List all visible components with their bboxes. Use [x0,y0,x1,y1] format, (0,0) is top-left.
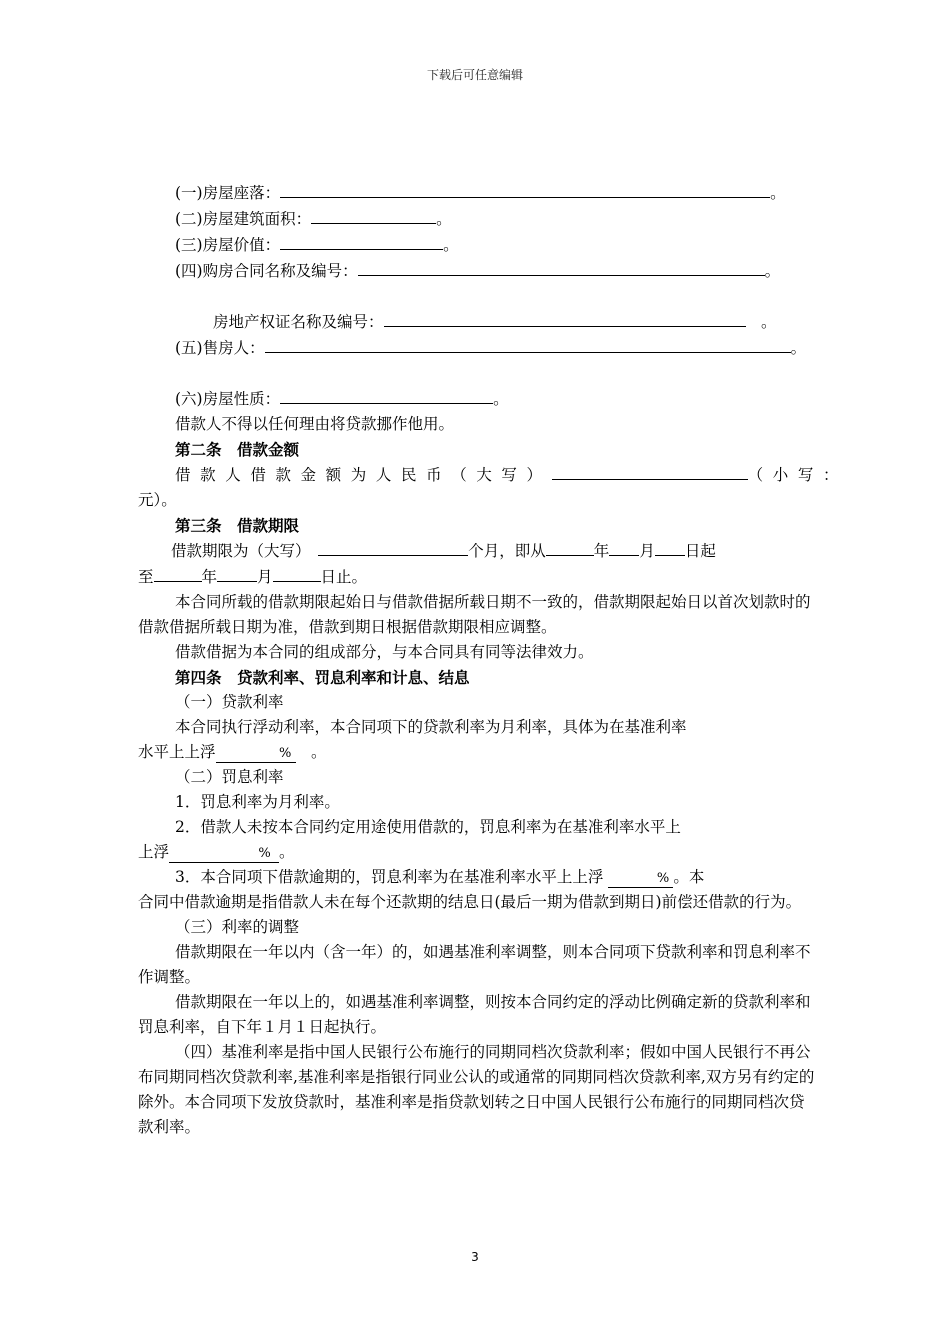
property-area-line: (二)房屋建筑面积： 。 [138,206,818,232]
property-nature-blank[interactable] [280,386,493,404]
article3-para1: 本合同所载的借款期限起始日与借款借据所载日期不一致的，借款期限起始日以首次划款时的借款借据所载日期为准，借款到期日根据借款期限相应调整。 [138,593,811,636]
property-location-line: (一)房屋座落： 。 [138,180,818,206]
certificate-line: 房地产权证名称及编号： 。 [138,309,818,335]
start-day-blank[interactable] [655,538,685,556]
page-header: 下载后可任意编辑 [426,68,523,82]
penalty-item3-rest: 合同中借款逾期是指借款人未在每个还款期的结息日(最后一期为借款到期日)前偿还借款的行为。 [138,893,802,911]
end-month-blank[interactable] [217,564,257,582]
article2-amount-line2: 元）。 [138,491,177,509]
seller-label: (五)售房人： [175,339,265,357]
property-area-blank[interactable] [311,206,436,224]
rate-adjust-para2: 借款期限在一年以上的，如遇基准利率调整，则按本合同约定的浮动比例确定新的贷款利率和罚息利率，自下年１月１日起执行。 [138,993,811,1036]
term-months-blank[interactable] [318,538,468,556]
penalty-item2-line2: 上浮 % 。 [138,843,295,861]
property-value-label: (三)房屋价值： [175,236,281,254]
contract-body [138,180,849,1140]
loan-rate-title: （一）贷款利率 [175,693,284,711]
article2-title: 第二条 借款金额 [175,440,300,459]
article3-para2: 借款借据为本合同的组成部分，与本合同具有同等法律效力。 [175,643,594,661]
article3-title: 第三条 借款期限 [175,516,300,535]
start-year-blank[interactable] [546,538,594,556]
penalty-item2-line1: 2．借款人未按本合同约定用途使用借款的，罚息利率为在基准利率水平上 [175,818,681,836]
amount-uppercase-blank[interactable] [552,462,748,480]
rate-adjust-para1: 借款期限在一年以内（含一年）的，如遇基准利率调整，则本合同项下贷款利率和罚息利率不作调整。 [138,943,811,986]
loan-rate-line1: 本合同执行浮动利率，本合同项下的贷款利率为月利率，具体为在基准利率 [175,718,687,736]
property-nature-line: (六)房屋性质： 。 [138,386,818,412]
misuse-penalty-blank[interactable]: % [169,845,279,863]
purchase-contract-blank[interactable] [358,258,765,276]
article2-amount-line: 借款人借款金额为人民币（大写） （小写： [138,462,818,488]
rate-adjust-title: （三）利率的调整 [175,918,300,936]
usage-note: 借款人不得以任何理由将贷款挪作他用。 [175,415,455,433]
penalty-item3-line1: 3．本合同项下借款逾期的，罚息利率为在基准利率水平上上浮 % 。本 [175,868,705,886]
property-area-label: (二)房屋建筑面积： [175,210,312,228]
penalty-rate-title: （二）罚息利率 [175,768,284,786]
end-year-blank[interactable] [154,564,202,582]
property-location-label: (一)房屋座落： [175,184,281,202]
loan-rate-line2: 水平上上浮 % 。 [138,743,327,761]
page-number: 3 [471,1250,479,1264]
loan-rate-float-blank[interactable]: % [216,745,296,763]
property-nature-label: (六)房屋性质： [175,390,281,408]
article4-title: 第四条 贷款利率、罚息利率和计息、结息 [175,668,470,687]
seller-blank[interactable] [265,335,791,353]
property-value-blank[interactable] [280,232,443,250]
purchase-contract-line: (四)购房合同名称及编号： 。 [138,258,818,284]
purchase-contract-label: (四)购房合同名称及编号： [175,262,358,280]
certificate-blank[interactable] [384,309,746,327]
overdue-penalty-blank[interactable]: % [608,870,673,888]
loan-term-end-line: 至 年 月 日止。 [138,564,818,590]
seller-line: (五)售房人： 。 [138,335,818,361]
certificate-label: 房地产权证名称及编号： [213,313,384,331]
property-location-blank[interactable] [280,180,770,198]
end-day-blank[interactable] [273,564,321,582]
base-rate-para: （四）基准利率是指中国人民银行公布施行的同期同档次贷款利率；假如中国人民银行不再公布同期同档次贷款利率,基准利率是指银行同业公认的或通常的同期同档次贷款利率,双方另有约定的除外。本合同项下发放贷款时，基准利率是指贷款划转之日中国人民银行公布施行的同期同档次贷款利率。 [138,1043,815,1136]
start-month-blank[interactable] [609,538,639,556]
penalty-item1: 1．罚息利率为月利率。 [175,793,340,811]
property-value-line: (三)房屋价值： 。 [138,232,818,258]
loan-term-line: 借款期限为（大写） 个月，即从 年 月 日起 [138,538,818,564]
